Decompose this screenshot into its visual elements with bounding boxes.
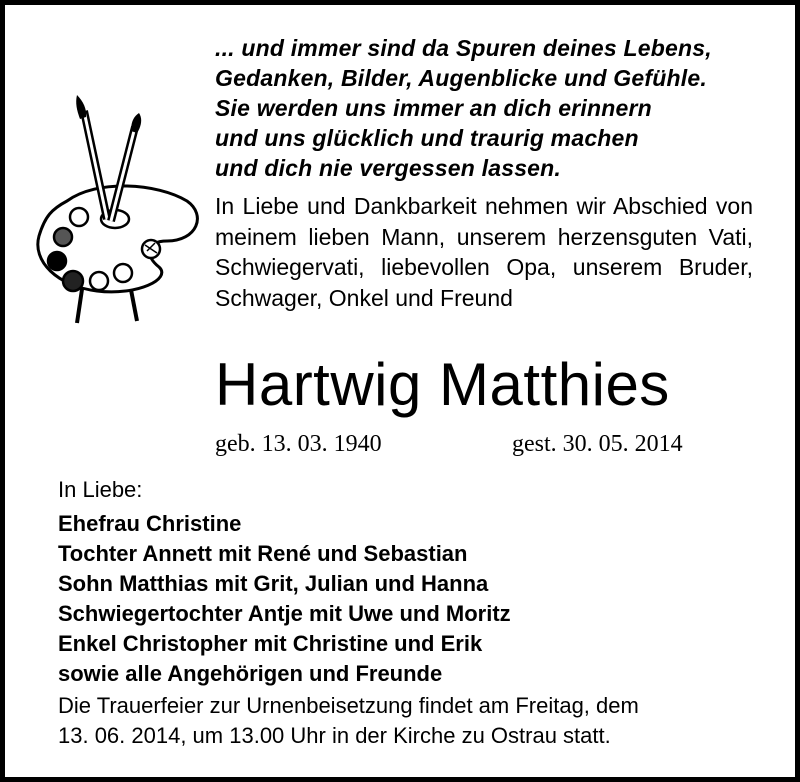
mourners-list <box>58 509 758 689</box>
poem-line: und uns glücklich und traurig machen <box>215 125 639 151</box>
mourner-line: Ehefrau Christine <box>58 511 242 536</box>
deceased-name: Hartwig Matthies <box>215 351 670 418</box>
mourner-line: Enkel Christopher mit Christine und Erik <box>58 631 483 656</box>
death-date: gest. 30. 05. 2014 <box>512 431 683 457</box>
funeral-line: Die Trauerfeier zur Urnenbeisetzung findet am Freitag, dem <box>58 693 639 718</box>
mourner-line: Schwiegertochter Antje mit Uwe und Moritz <box>58 601 511 626</box>
poem-line: Sie werden uns immer an dich erinnern <box>215 95 652 121</box>
poem-line: ... und immer sind da Spuren deines Lebens, <box>215 35 712 61</box>
poem-line: und dich nie vergessen lassen. <box>215 155 562 181</box>
poem <box>215 33 775 183</box>
farewell-text: In Liebe und Dankbarkeit nehmen wir Abschied von meinem lieben Mann, unserem herzensguten Vati, Schwiegervati, liebevollen Opa, unserem Bruder, Schwager, Onkel und Freund <box>215 193 753 311</box>
paint-palette-with-brushes-icon <box>27 91 207 331</box>
funeral-line: 13. 06. 2014, um 13.00 Uhr in der Kirche zu Ostrau statt. <box>58 723 611 748</box>
mourner-line: Tochter Annett mit René und Sebastian <box>58 541 468 566</box>
birth-date: geb. 13. 03. 1940 <box>215 431 382 457</box>
mourner-line: sowie alle Angehörigen und Freunde <box>58 661 443 686</box>
family-heading: In Liebe: <box>58 477 143 502</box>
funeral-announcement <box>58 691 753 751</box>
mourner-line: Sohn Matthias mit Grit, Julian und Hanna <box>58 571 489 596</box>
poem-line: Gedanken, Bilder, Augenblicke und Gefühle. <box>215 65 707 91</box>
